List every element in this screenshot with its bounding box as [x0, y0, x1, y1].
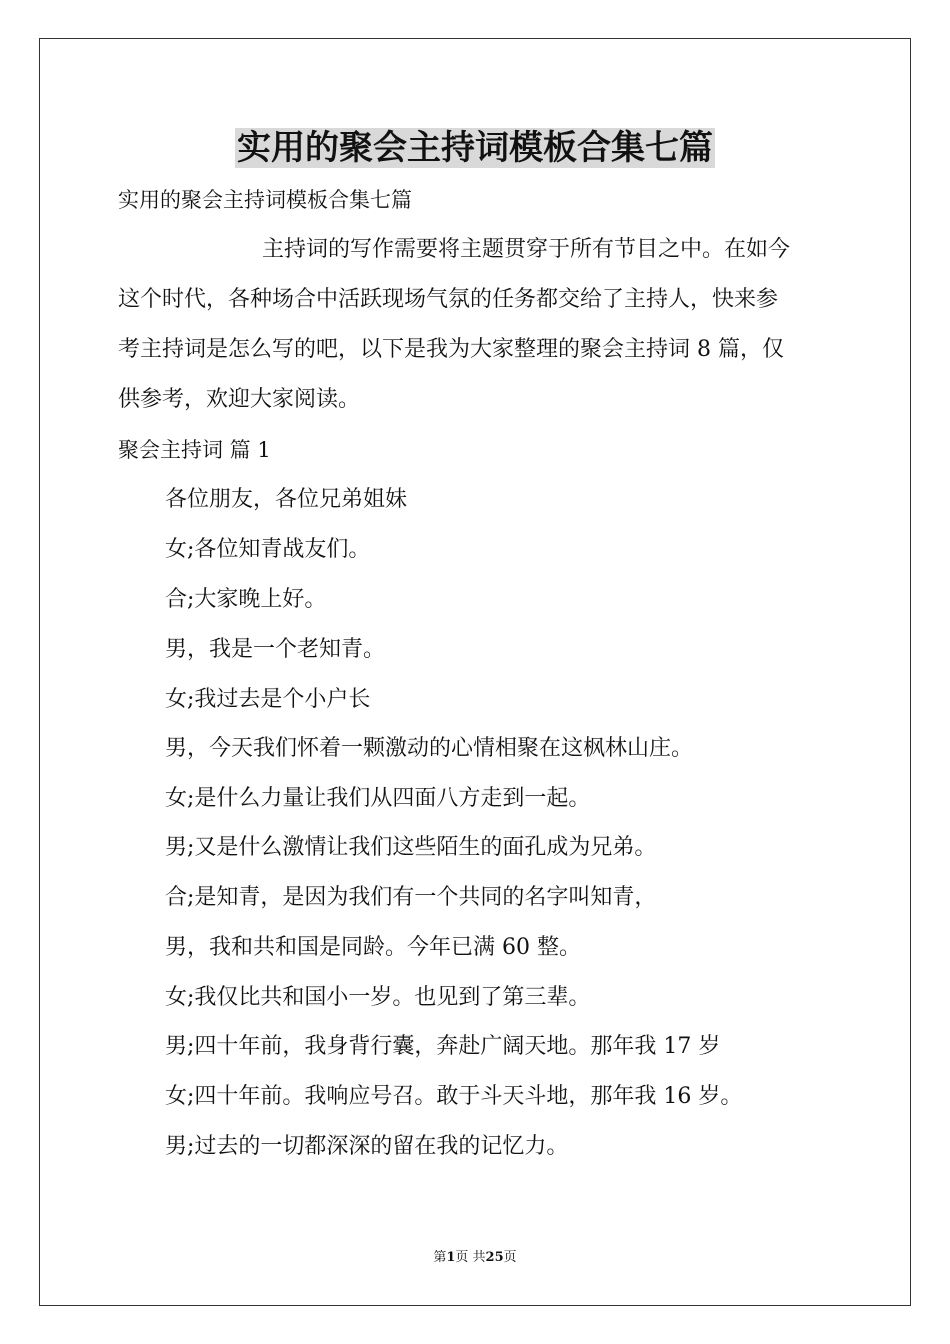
dialogue-line: 男;四十年前，我身背行囊，奔赴广阔天地。那年我 17 岁 [165, 1034, 721, 1059]
current-page-number: 1 [446, 1250, 456, 1265]
intro-line: 主持词的写作需要将主题贯穿于所有节目之中。在如今 [262, 237, 791, 262]
footer-middle: 页 共 [455, 1250, 486, 1265]
section-heading: 聚会主持词 篇 1 [118, 438, 271, 462]
footer-prefix: 第 [433, 1250, 447, 1265]
dialogue-line: 合;是知青，是因为我们有一个共同的名字叫知青， [165, 885, 657, 910]
document-title-text: 实用的聚会主持词模板合集七篇 [237, 128, 713, 168]
page-footer [0, 1249, 950, 1267]
document-subtitle: 实用的聚会主持词模板合集七篇 [118, 188, 412, 212]
dialogue-line: 各位朋友，各位兄弟姐妹 [165, 487, 408, 512]
page-border [39, 38, 911, 1306]
dialogue-line: 男，我和共和国是同龄。今年已满 60 整。 [165, 935, 581, 960]
dialogue-line: 合;大家晚上好。 [165, 587, 327, 612]
dialogue-line: 男，我是一个老知青。 [165, 637, 386, 662]
dialogue-line: 女;我仅比共和国小一岁。也见到了第三辈。 [165, 985, 591, 1010]
dialogue-line: 女;是什么力量让我们从四面八方走到一起。 [165, 786, 591, 811]
footer-suffix: 页 [503, 1250, 517, 1265]
dialogue-line: 女;四十年前。我响应号召。敢于斗天斗地，那年我 16 岁。 [165, 1084, 743, 1109]
dialogue-line: 男;又是什么激情让我们这些陌生的面孔成为兄弟。 [165, 835, 657, 860]
document-title [0, 124, 950, 172]
dialogue-line: 男;过去的一切都深深的留在我的记忆力。 [165, 1134, 569, 1159]
dialogue-line: 女;各位知青战友们。 [165, 537, 371, 562]
intro-line: 考主持词是怎么写的吧，以下是我为大家整理的聚会主持词 8 篇，仅 [118, 337, 784, 362]
dialogue-line: 女;我过去是个小户长 [165, 687, 371, 712]
intro-line: 供参考，欢迎大家阅读。 [118, 387, 361, 412]
total-pages-number: 25 [485, 1250, 504, 1265]
dialogue-line: 男，今天我们怀着一颗激动的心情相聚在这枫林山庄。 [165, 736, 694, 761]
intro-line: 这个时代，各种场合中活跃现场气氛的任务都交给了主持人，快来参 [118, 287, 779, 312]
